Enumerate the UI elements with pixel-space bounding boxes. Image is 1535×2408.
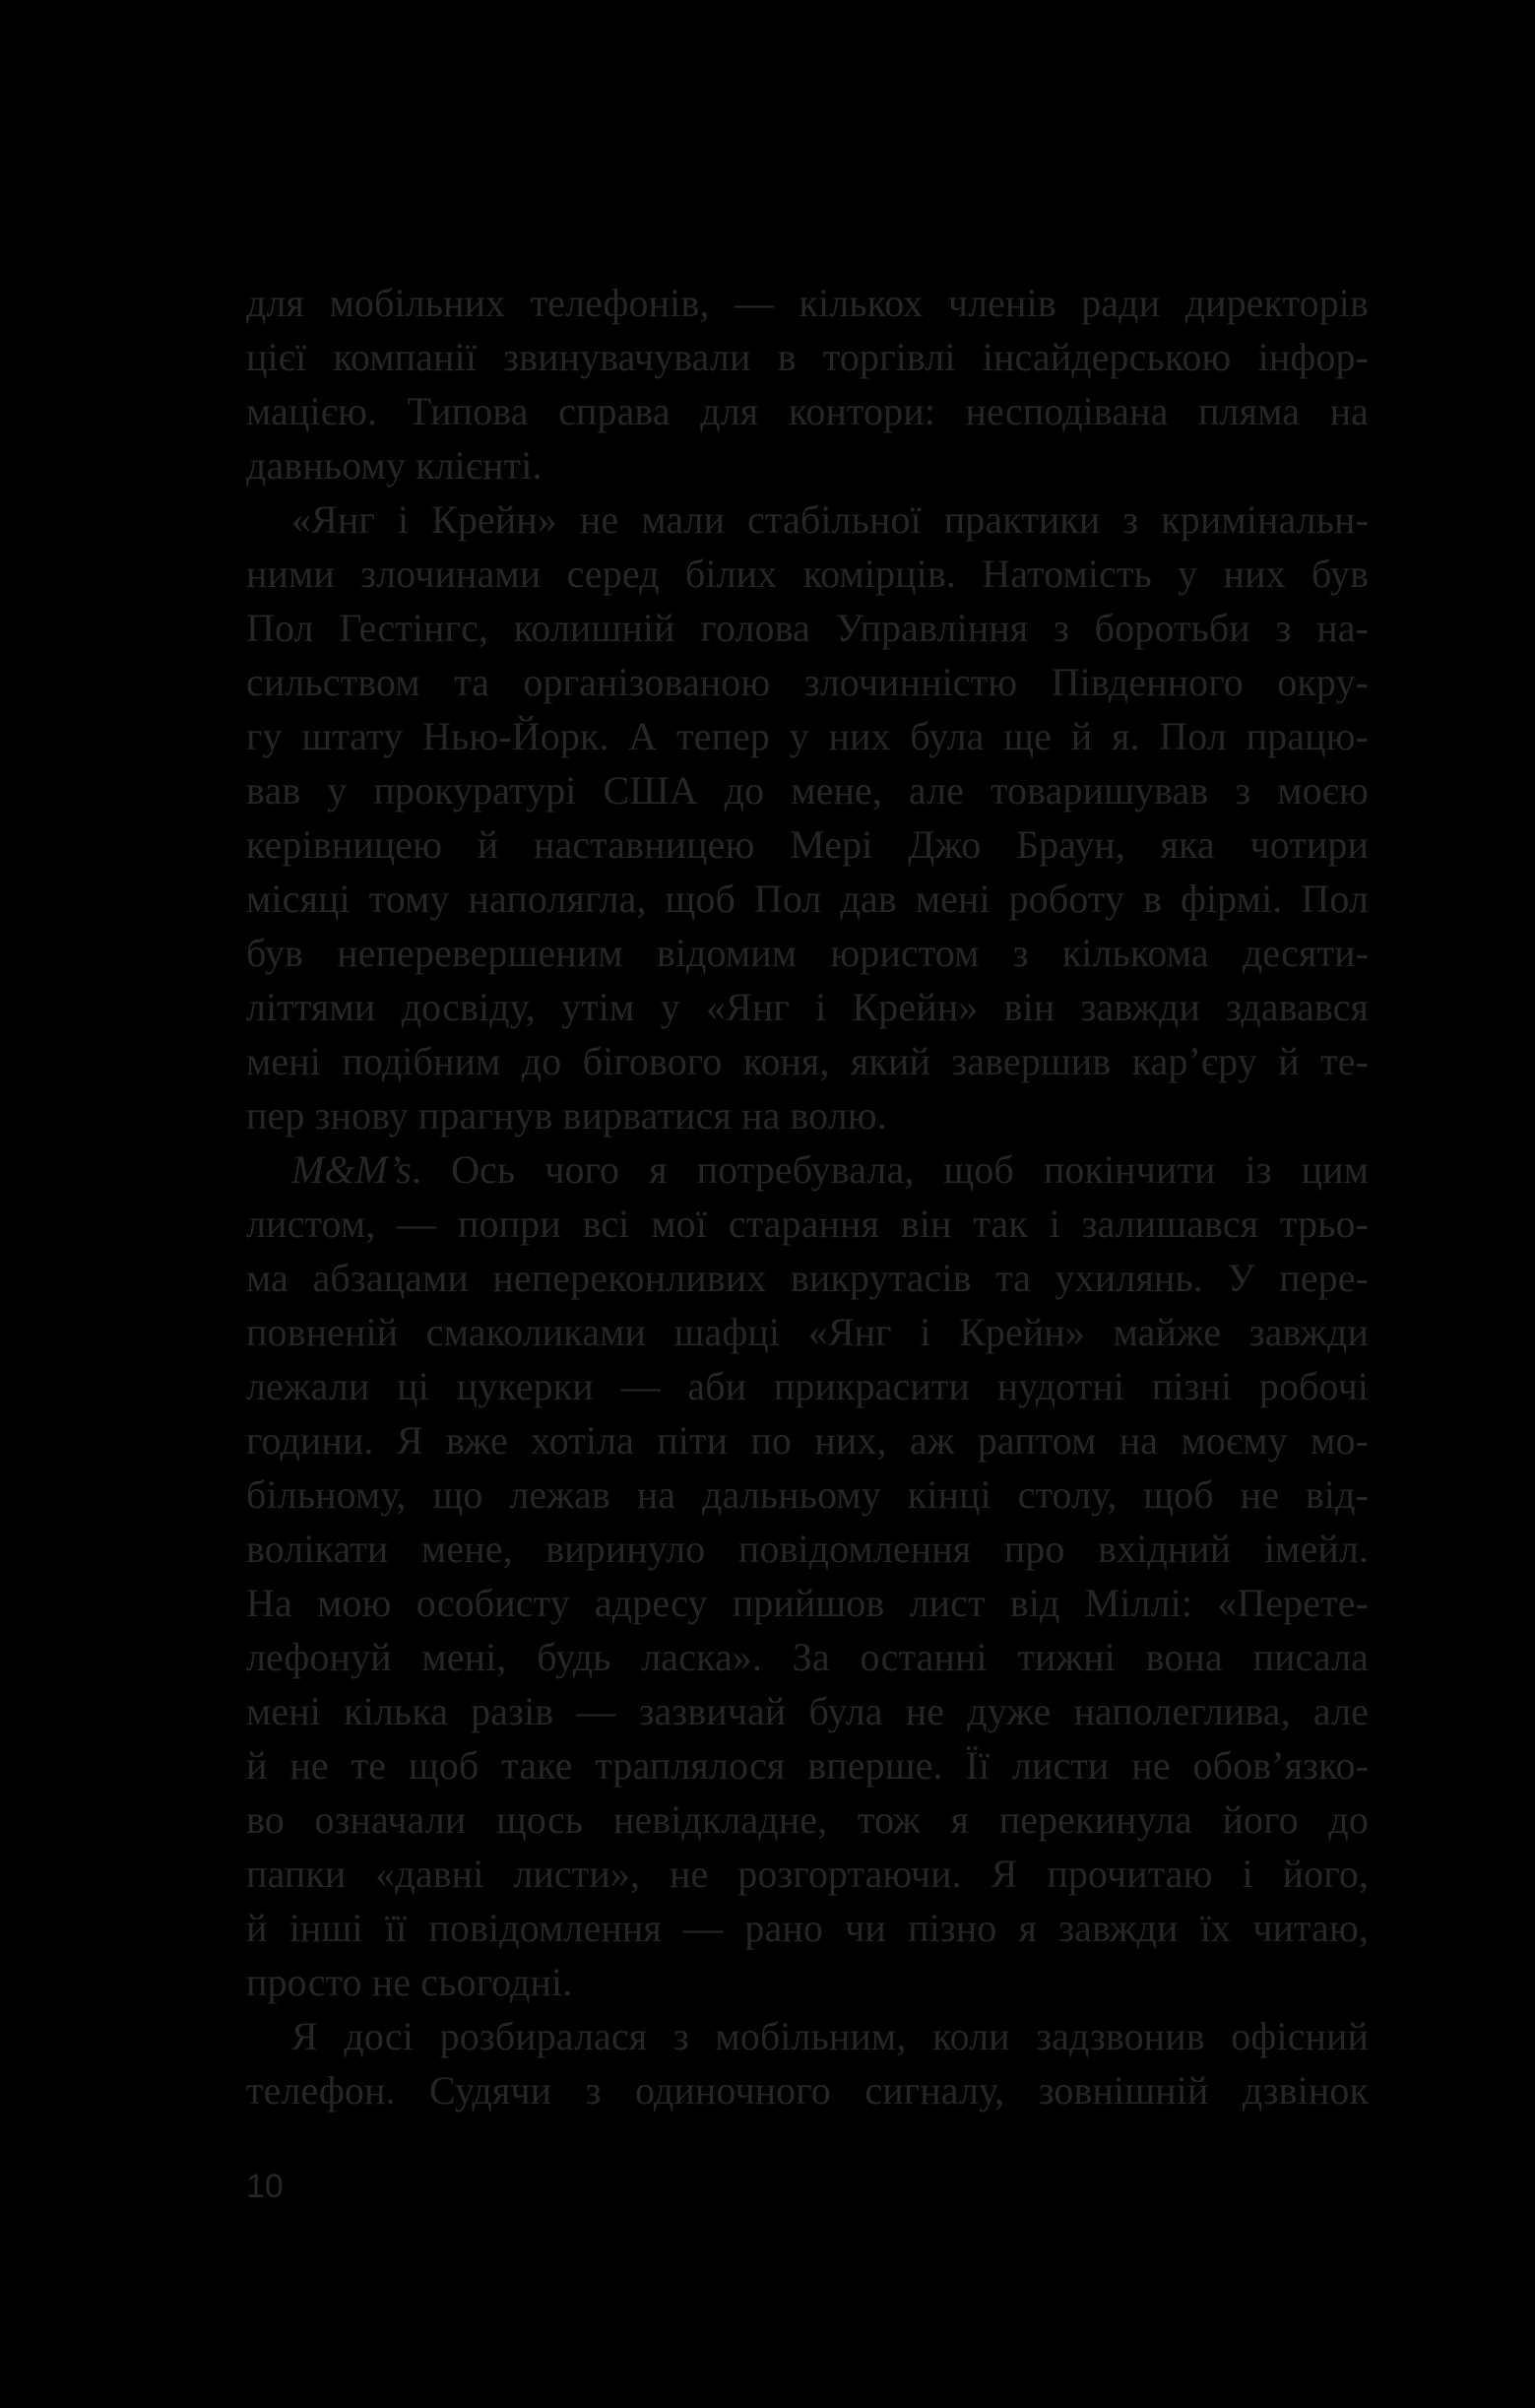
line-text: мені кілька разів — зазвичай була не дуже наполеглива, але [246,1689,1369,1733]
text-line [246,1359,1369,1413]
text-line [246,1847,1369,1901]
line-text: й інші її повідомлення — рано чи пізно я завжди їх читаю, [246,1906,1369,1950]
line-text: пер знову прагнув вирватися на волю. [246,1093,887,1138]
line-text: Я досі розбиралася з мобільним, коли задзвонив офісний [291,2014,1369,2058]
text-line [246,276,1369,330]
text-line [246,1251,1369,1305]
text-line [246,1576,1369,1630]
italic-text: M&M’s [291,1147,412,1192]
line-text: й не те щоб таке траплялося вперше. Її листи не обов’язко- [246,1743,1369,1788]
body-text [246,276,1369,2117]
text-line [246,1901,1369,1955]
line-text: години. Я вже хотіла піти по них, аж раптом на моєму мо- [246,1418,1369,1463]
line-text: листом, — попри всі мої старання він так і залишався трьо- [246,1202,1369,1246]
line-text: лежали ці цукерки — аби прикрасити нудотні пізні робочі [246,1364,1369,1408]
line-text: телефон. Судячи з одиночного сигналу, зовнішній дзвінок [246,2068,1369,2113]
line-text: Пол Гестінгс, колишній голова Управління з боротьби з на- [246,606,1369,650]
page-number: 10 [246,2168,284,2205]
text-line [246,1142,1369,1197]
text-line [246,2063,1369,2117]
text-line [246,1413,1369,1467]
line-text: гу штату Нью-Йорк. А тепер у них була ще й я. Пол працю- [246,714,1369,758]
text-line [246,763,1369,817]
text-line [246,547,1369,601]
line-text: цієї компанії звинувачували в торгівлі інсайдерською інфор- [246,335,1369,379]
line-text: На мою особисту адресу прийшов лист від Міллі: «Перете- [246,1581,1369,1625]
line-text: керівницею й наставницею Мері Джо Браун, яка чотири [246,822,1369,867]
line-text: повненій смаколиками шафці «Янг і Крейн» майже завжди [246,1310,1369,1354]
line-text: був неперевершеним відомим юристом з кількома десяти- [246,931,1369,975]
line-text: волікати мене, виринуло повідомлення про вхідний імейл. [246,1527,1369,1571]
line-text: . Ось чого я потребувала, щоб покінчити із цим [411,1147,1369,1192]
line-text: «Янг і Крейн» не мали стабільної практики з кримінальн- [291,497,1369,542]
line-text: давньому клієнті. [246,443,543,488]
line-text: папки «давні листи», не розгортаючи. Я прочитаю і його, [246,1852,1369,1896]
line-text: мацією. Типова справа для контори: несподівана пляма на [246,389,1369,433]
line-text: мені подібним до бігового коня, який завершив кар’єру й те- [246,1039,1369,1083]
text-line [246,1792,1369,1847]
text-line [246,1467,1369,1522]
text-line [246,1955,1369,2009]
text-line [246,926,1369,980]
text-line [246,492,1369,547]
text-line [246,1197,1369,1251]
text-line [246,709,1369,763]
line-text: ма абзацами непереконливих викрутасів та ухилянь. У пере- [246,1256,1369,1300]
line-text: літтями досвіду, утім у «Янг і Крейн» він завжди здавався [246,985,1369,1029]
text-line [246,1630,1369,1684]
text-line [246,330,1369,384]
text-line [246,601,1369,655]
line-text: ними злочинами серед білих комірців. Натомість у них був [246,552,1369,596]
line-text: більному, що лежав на дальньому кінці столу, щоб не від- [246,1472,1369,1517]
text-line [246,438,1369,492]
text-line [246,872,1369,926]
text-line [246,1088,1369,1142]
line-text: сильством та організованою злочинністю Південного окру- [246,660,1369,704]
text-line [246,1034,1369,1088]
text-line [246,980,1369,1034]
line-text: просто не сьогодні. [246,1960,573,2004]
text-line [246,384,1369,438]
text-line [246,817,1369,872]
text-line [246,2009,1369,2063]
text-line [246,1305,1369,1359]
text-line [246,655,1369,709]
text-line [246,1738,1369,1792]
line-text: вав у прокуратурі США до мене, але товаришував з моєю [246,768,1369,813]
line-text: місяці тому наполягла, щоб Пол дав мені роботу в фірмі. Пол [246,877,1369,921]
line-text: лефонуй мені, будь ласка». За останні тижні вона писала [246,1635,1369,1679]
text-line [246,1522,1369,1576]
line-text: во означали щось невідкладне, тож я перекинула його до [246,1797,1369,1842]
text-line [246,1684,1369,1738]
line-text: для мобільних телефонів, — кількох членів ради директорів [246,281,1369,325]
